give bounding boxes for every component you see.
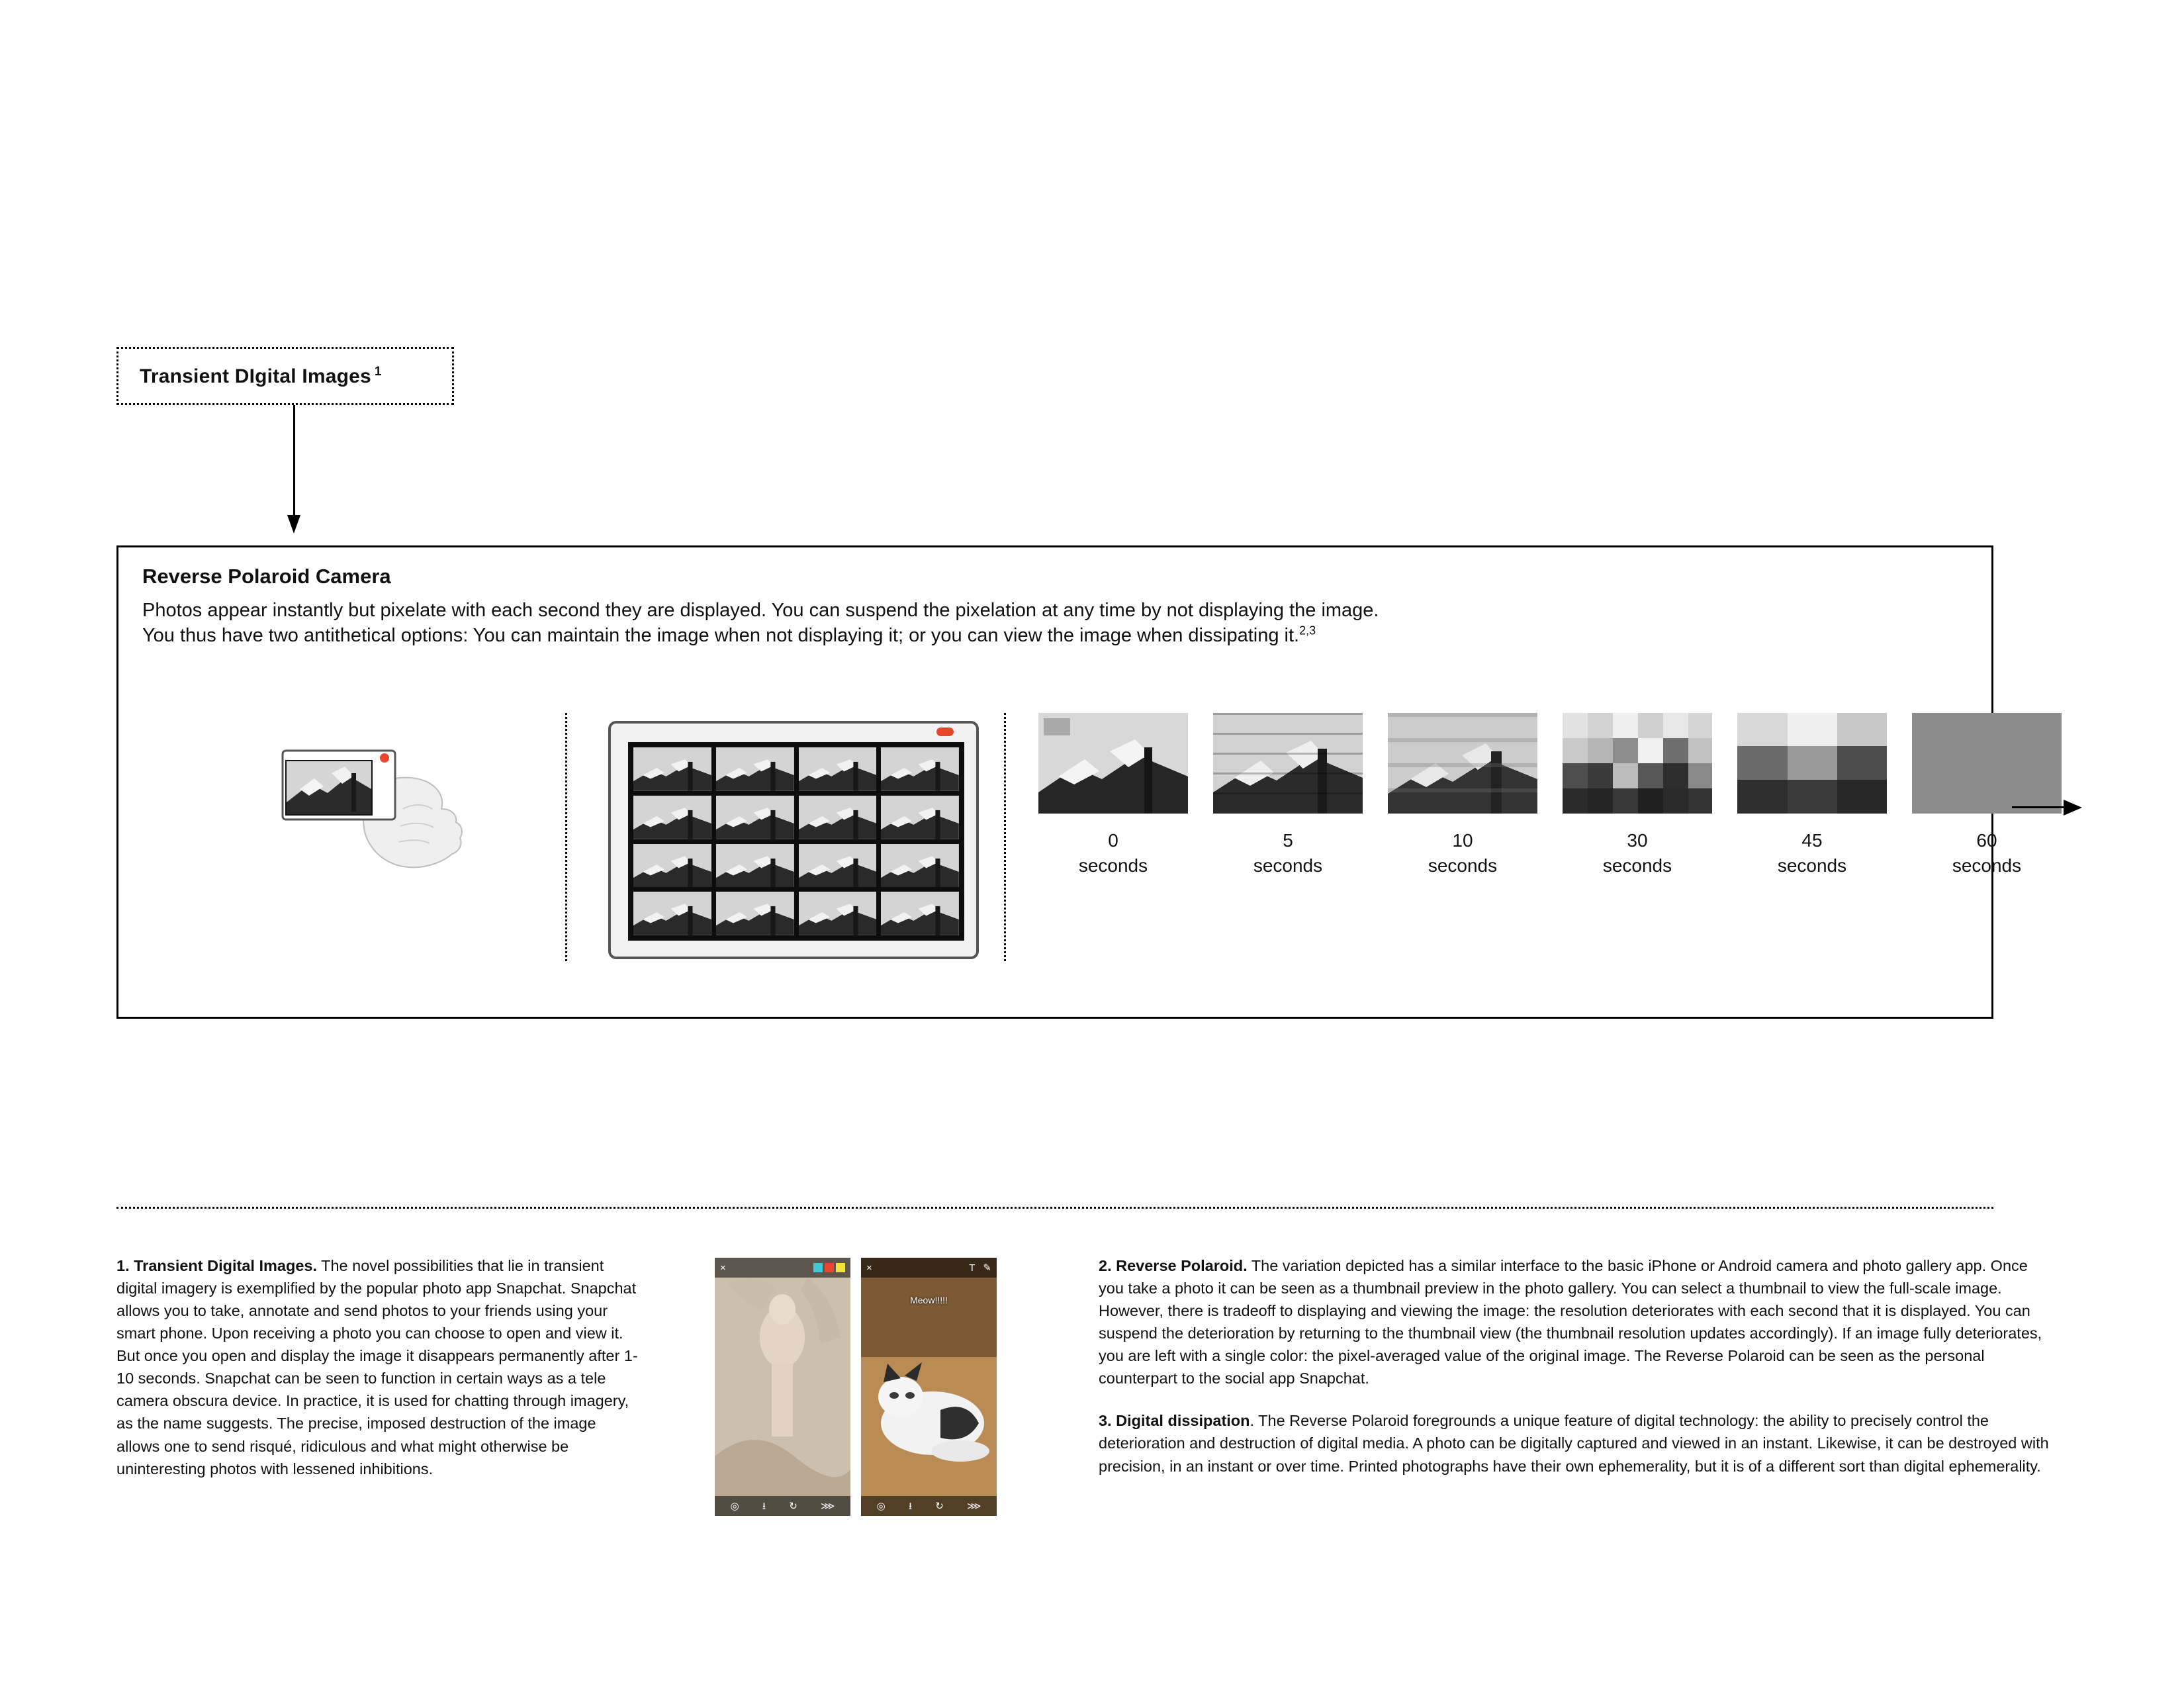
download-icon[interactable]: ⭳ (762, 1500, 766, 1512)
sequence-image (1737, 713, 1887, 814)
tag-label (118, 365, 382, 388)
phone-bottombar (715, 1496, 850, 1516)
sequence-caption (1563, 828, 1712, 878)
gallery-thumbnail[interactable] (716, 747, 794, 791)
gallery-thumbnail[interactable] (716, 892, 794, 935)
sequence-caption (1038, 828, 1188, 878)
gallery-thumbnail[interactable] (799, 796, 877, 839)
text-tool-icon[interactable]: T (969, 1262, 976, 1274)
page-title: Reverse Polaroid Camera (142, 565, 391, 588)
sequence-unit: seconds (1428, 855, 1498, 876)
gallery-thumbnail[interactable] (881, 796, 959, 839)
reverse-polaroid-panel (116, 545, 2022, 1019)
swatch-yellow[interactable] (836, 1263, 845, 1272)
photo-gallery-device[interactable] (608, 721, 979, 959)
sequence-image (1388, 713, 1537, 814)
snapchat-annotate-screen[interactable] (715, 1258, 850, 1516)
gallery-thumbnail[interactable] (881, 747, 959, 791)
transient-digital-images-tag (116, 347, 454, 405)
footnote-3 (1099, 1409, 2052, 1477)
arrow-down-icon (285, 405, 304, 536)
footnote-1 (116, 1254, 639, 1480)
close-icon[interactable]: × (866, 1262, 872, 1274)
panel-description-line2 (142, 623, 1916, 648)
divider-left (565, 713, 567, 961)
sequence-unit: seconds (1602, 855, 1672, 876)
sequence-image (1213, 713, 1363, 814)
gallery-thumbnail[interactable] (799, 844, 877, 888)
story-icon[interactable]: ↻ (935, 1500, 944, 1512)
pixelation-sequence (1038, 713, 2062, 878)
gallery-thumbnail[interactable] (799, 892, 877, 935)
gallery-thumbnail[interactable] (633, 796, 711, 839)
sequence-item (1038, 713, 1188, 878)
panel-description-line2-text: You thus have two antithetical options: You can maintain the image when not displaying it; or you can view the image when dissipating it. (142, 625, 1300, 647)
tag-superscript: 1 (374, 364, 382, 379)
gallery-thumbnail[interactable] (633, 892, 711, 935)
sequence-unit: seconds (1952, 855, 2022, 876)
photo-caption: Meow!!!!! (910, 1295, 948, 1305)
sequence-unit: seconds (1253, 855, 1323, 876)
hand-holding-phone-illustration (271, 710, 535, 882)
swatch-red[interactable] (825, 1263, 834, 1272)
footnote-2-body: The variation depicted has a similar interface to the basic iPhone or Android camera and photo gallery app. Once you take a photo it can be seen as a thumbnail preview in the photo gallery. You can select a thumbnail to view the full-scale image. However, there is tradeoff to displaying and viewing the image: the resolution deteriorates with each second that it is displayed. You can suspend the deterioration by returning to the thumbnail view (the thumbnail resolution updates accordingly). If an image fully deteriorates, you are left with a single color: the pixel-averaged value of the original image. The Reverse Polaroid can be seen as the personal counterpart to the social app Snapchat. (1099, 1257, 2042, 1387)
sequence-image (1038, 713, 1188, 814)
gallery-thumbnail[interactable] (881, 844, 959, 888)
panel-description (142, 598, 1916, 649)
sequence-image (1563, 713, 1712, 814)
footnotes-right-column (1099, 1254, 2052, 1497)
divider-horizontal (116, 1207, 1993, 1209)
tag-label-text: Transient DIgital Images (140, 365, 371, 387)
arrow-right-icon (2012, 798, 2085, 818)
footnote-1-head: 1. Transient Digital Images. (116, 1257, 317, 1274)
footnote-2 (1099, 1254, 2052, 1389)
phone-bottombar (861, 1496, 997, 1516)
sequence-item (1213, 713, 1363, 878)
sequence-time: 10 (1452, 830, 1473, 851)
footnote-2-head: 2. Reverse Polaroid. (1099, 1257, 1248, 1274)
swatch-cyan[interactable] (813, 1263, 823, 1272)
sequence-time: 30 (1627, 830, 1648, 851)
panel-description-superscript: 2,3 (1299, 624, 1316, 637)
sequence-time: 0 (1108, 830, 1118, 851)
timer-icon[interactable]: ◎ (730, 1500, 739, 1512)
sequence-caption (1213, 828, 1363, 878)
sequence-time: 45 (1801, 830, 1823, 851)
sequence-time: 5 (1283, 830, 1293, 851)
sequence-item (1912, 713, 2062, 878)
sequence-caption (1737, 828, 1887, 878)
phone-topbar (715, 1258, 850, 1278)
gallery-thumbnail[interactable] (633, 747, 711, 791)
pencil-icon[interactable]: ✎ (983, 1262, 991, 1274)
sequence-time: 60 (1976, 830, 1997, 851)
device-indicator-icon (936, 727, 954, 736)
sequence-item (1388, 713, 1537, 878)
sequence-item (1563, 713, 1712, 878)
sequence-caption (1388, 828, 1537, 878)
send-icon[interactable]: ⋙ (967, 1500, 981, 1512)
gallery-thumbnail[interactable] (716, 796, 794, 839)
gallery-thumbnail[interactable] (716, 844, 794, 888)
footnote-3-head: 3. Digital dissipation (1099, 1412, 1250, 1430)
download-icon[interactable]: ⭳ (908, 1500, 913, 1512)
sequence-caption (1912, 828, 2062, 878)
phone-topbar (861, 1258, 997, 1278)
color-swatches[interactable] (813, 1263, 845, 1272)
send-icon[interactable]: ⋙ (821, 1500, 835, 1512)
timer-icon[interactable]: ◎ (876, 1500, 886, 1512)
story-icon[interactable]: ↻ (789, 1500, 797, 1512)
gallery-thumbnail[interactable] (799, 747, 877, 791)
sequence-unit: seconds (1777, 855, 1847, 876)
panel-description-line1: Photos appear instantly but pixelate with each second they are displayed. You can suspend the pixelation at any time by not displaying the image. (142, 600, 1379, 621)
gallery-thumbnail[interactable] (881, 892, 959, 935)
snapchat-cat-screen[interactable] (861, 1258, 997, 1516)
gallery-thumbnail-grid[interactable] (628, 742, 964, 941)
close-icon[interactable]: × (720, 1262, 726, 1274)
gallery-thumbnail[interactable] (633, 844, 711, 888)
divider-right (1004, 713, 1006, 961)
footnote-3-body: . The Reverse Polaroid foregrounds a unique feature of digital technology: the ability to precisely control the deterioration and destruction of digital media. A photo can be digitally captured and viewed in an instant. Likewise, it can be destroyed with precision, in an instant or over time. Printed photographs have their own ephemerality, but it is of a different sort than digital ephemerality. (1099, 1412, 2049, 1475)
sequence-unit: seconds (1078, 855, 1148, 876)
footnote-1-body: The novel possibilities that lie in transient digital imagery is exemplified by the popular photo app Snapchat. Snapchat allows you to take, annotate and send photos to your friends using your smart phone. Upon receiving a photo you can choose to open and view it. But once you open and display the image it disappears permanently after 1-10 seconds. Snapchat can be seen to function in certain ways as a tele camera obscura device. In practice, it is used for chatting through imagery, as the name suggests. The precise, imposed destruction of the image allows one to send risqué, ridiculous and what might otherwise be uninteresting photos with lessened inhibitions. (116, 1257, 638, 1477)
sequence-item (1737, 713, 1887, 878)
phone-screenshots (715, 1258, 997, 1516)
